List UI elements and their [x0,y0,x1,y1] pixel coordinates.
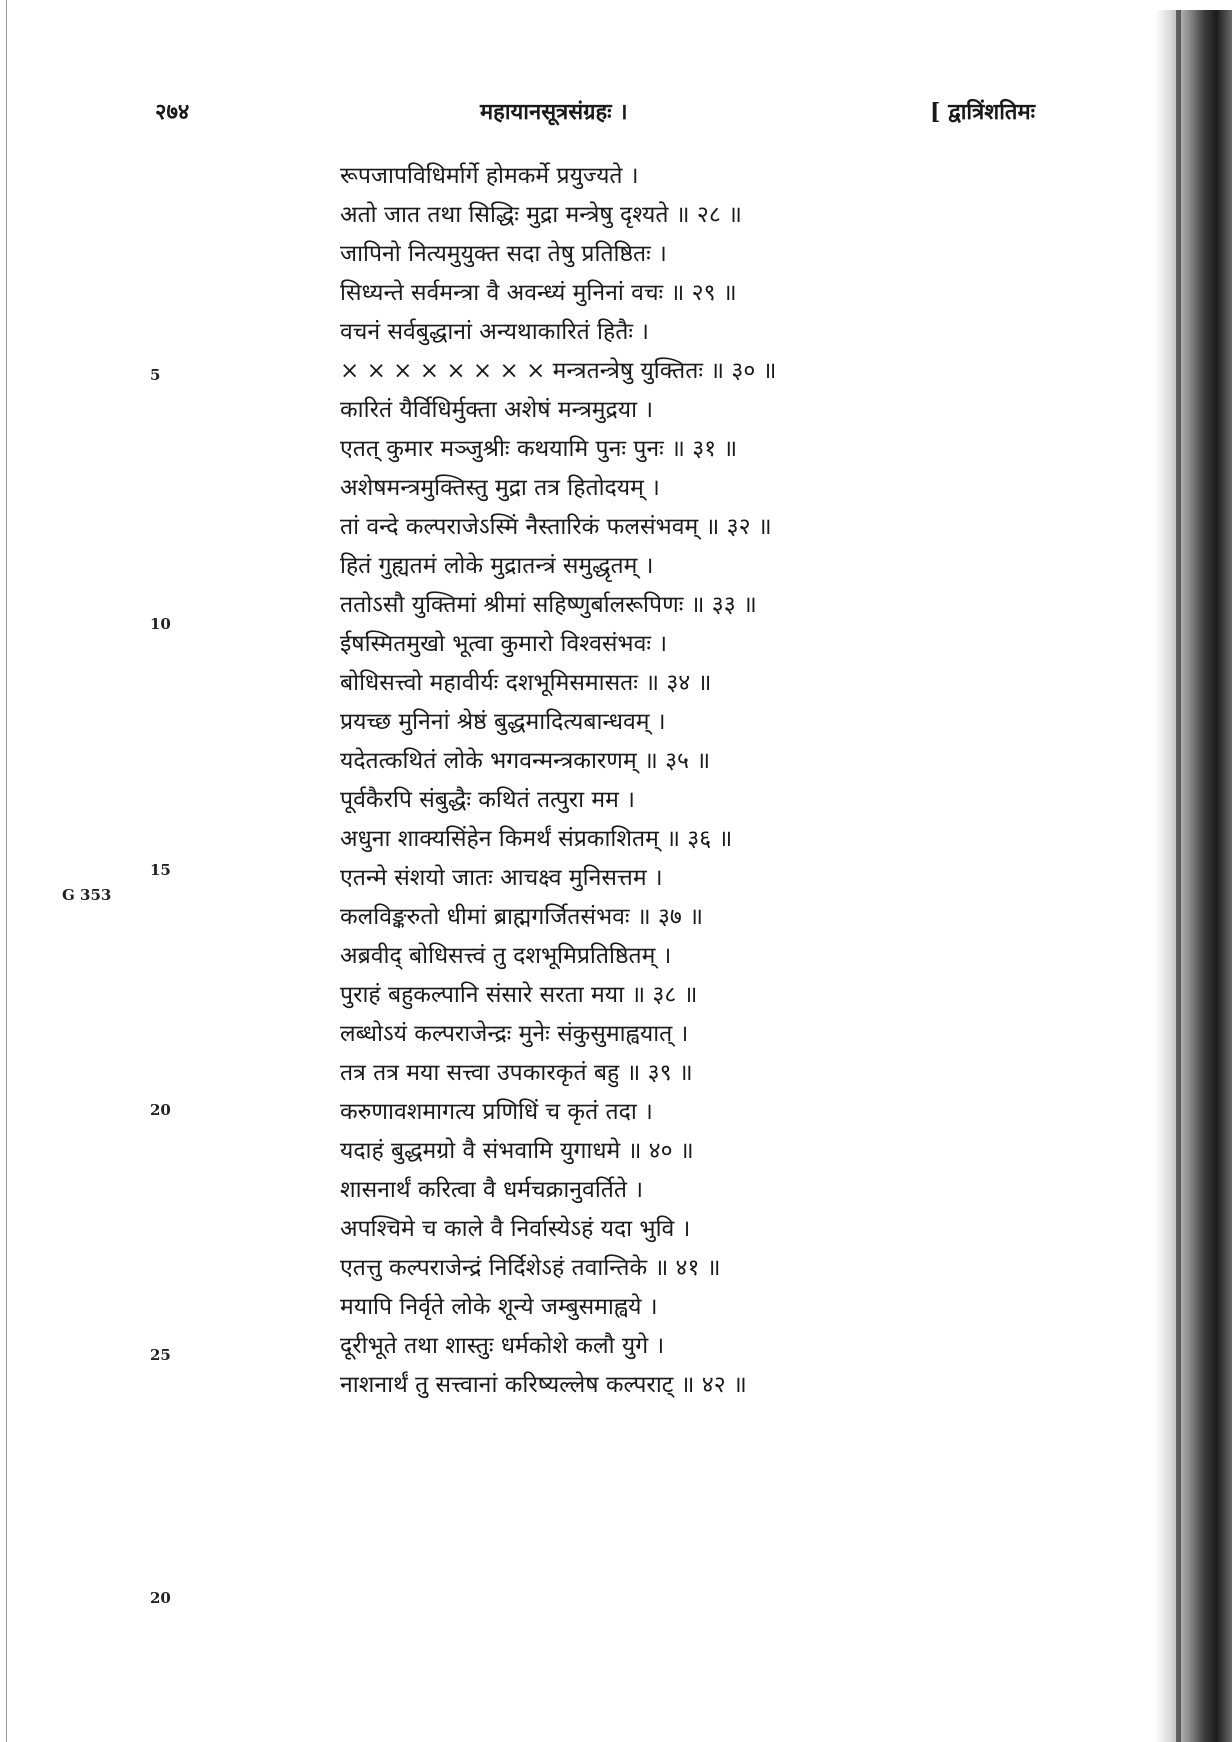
margin-line-number: 25 [150,1346,171,1364]
verse-line: ईषस्मितमुखो भूत्वा कुमारो विश्वसंभवः । [340,631,668,657]
verse-line: नाशनार्थं तु सत्त्वानां करिष्यल्लेष कल्पराट् ॥ ४२ ॥ [340,1372,747,1398]
margin-reference: G 353 [62,886,112,904]
verse-line: एतत् कुमार मञ्जुश्रीः कथयामि पुनः पुनः ॥ ३१ ॥ [340,436,738,462]
book-spine-edge [1176,10,1181,1742]
margin-line-number: 20 [150,1589,171,1607]
running-title: महायानसूत्रसंग्रहः । [480,99,628,125]
verse-line: पुराहं बहुकल्पानि संसारे सरता मया ॥ ३८ ॥ [340,982,698,1008]
verse-line: कलविङ्करुतो धीमां ब्राह्मगर्जितसंभवः ॥ ३७ ॥ [340,904,703,930]
verse-line: रूपजापविधिर्मार्गे होमकर्मे प्रयुज्यते । [340,163,639,189]
verse-line: × × × × × × × × मन्त्रतन्त्रेषु युक्तितः ॥ ३० ॥ [340,358,777,384]
verse-line: अधुना शाक्यसिंहेन किमर्थं संप्रकाशितम् ॥ ३६ ॥ [340,826,733,852]
verse-line: ततोऽसौ युक्तिमां श्रीमां सहिष्णुर्बालरूपिणः ॥ ३३ ॥ [340,592,757,618]
verse-line: अपश्चिमे च काले वै निर्वास्येऽहं यदा भुवि । [340,1216,691,1242]
verse-line: यदेतत्कथितं लोके भगवन्मन्त्रकारणम् ॥ ३५ ॥ [340,748,711,774]
margin-line-number: 20 [150,1101,171,1119]
verse-line: जापिनो नित्यमुयुक्त सदा तेषु प्रतिष्ठितः । [340,241,667,267]
verse-line: लब्धोऽयं कल्पराजेन्द्रः मुनेः संकुसुमाह्वयात् । [340,1021,689,1047]
verse-line: बोधिसत्त्वो महावीर्यः दशभूमिसमासतः ॥ ३४ ॥ [340,670,712,696]
verse-line: अशेषमन्त्रमुक्तिस्तु मुद्रा तत्र हितोदयम् । [340,475,660,501]
verse-line: कारितं यैर्विधिर्मुक्ता अशेषं मन्त्रमुद्रया । [340,397,654,423]
verse-line: दूरीभूते तथा शास्तुः धर्मकोशे कलौ युगे । [340,1333,665,1359]
verse-line: हितं गुह्यतमं लोके मुद्रातन्त्रं समुद्धृतम् । [340,553,654,579]
margin-line-number: 15 [150,861,171,879]
verse-line: एतत्तु कल्पराजेन्द्रं निर्दिशेऽहं तवान्तिके ॥ ४१ ॥ [340,1255,721,1281]
margin-line-number: 5 [150,366,161,384]
verse-line: यदाहं बुद्धमग्रो वै संभवामि युगाधमे ॥ ४० ॥ [340,1138,694,1164]
verse-line: सिध्यन्ते सर्वमन्त्रा वै अवन्ध्यं मुनिनां वचः ॥ २९ ॥ [340,280,737,306]
page-number: २७४ [155,99,190,125]
verse-line: प्रयच्छ मुनिनां श्रेष्ठं बुद्धमादित्यबान्धवम् । [340,709,666,735]
verse-line: करुणावशमागत्य प्रणिधिं च कृतं तदा । [340,1099,653,1125]
verse-line: अब्रवीद् बोधिसत्त्वं तु दशभूमिप्रतिष्ठितम् । [340,943,672,969]
verse-line: वचनं सर्वबुद्धानां अन्यथाकारितं हितैः । [340,319,650,345]
verse-line: पूर्वकैरपि संबुद्धैः कथितं तत्पुरा मम । [340,787,635,813]
verse-block [340,157,1140,1405]
verse-line: मयापि निर्वृते लोके शून्ये जम्बुसमाह्वये । [340,1294,658,1320]
page-header [0,96,1150,136]
verse-line: तत्र तत्र मया सत्त्वा उपकारकृतं बहु ॥ ३९ ॥ [340,1060,693,1086]
chapter-mark: [ द्वात्रिंशतिमः [930,99,1036,125]
book-spine-shadow [1155,10,1232,1742]
margin-line-number: 10 [150,615,171,633]
left-edge-rule [6,0,7,1742]
verse-line: तां वन्दे कल्पराजेऽस्मिं नैस्तारिकं फलसंभवम् ॥ ३२ ॥ [340,514,772,540]
verse-line: अतो जात तथा सिद्धिः मुद्रा मन्त्रेषु दृश्यते ॥ २८ ॥ [340,202,742,228]
verse-line: एतन्मे संशयो जातः आचक्ष्व मुनिसत्तम । [340,865,663,891]
verse-line: शासनार्थं करित्वा वै धर्मचक्रानुवर्तिते । [340,1177,644,1203]
